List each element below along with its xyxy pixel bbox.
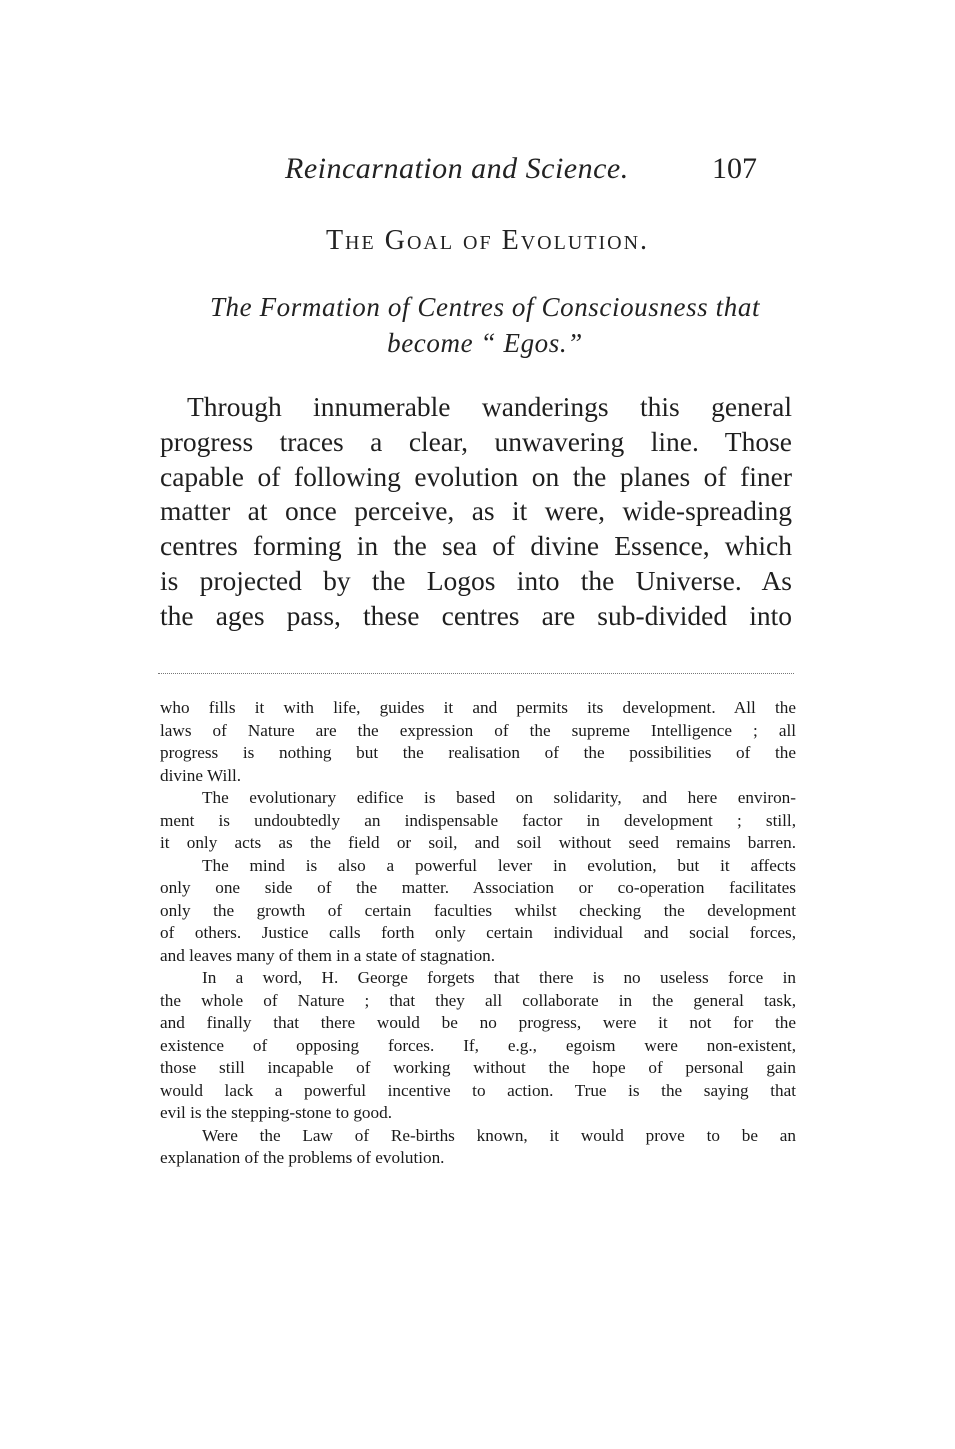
footnote-line: The evolutionary edifice is based on solidarity, and here environ- — [202, 788, 796, 807]
footnote-line: explanation of the problems of evolution. — [160, 1148, 445, 1167]
footnote-paragraph — [160, 967, 796, 1125]
footnote-line: The mind is also a powerful lever in evolution, but it affects — [202, 855, 796, 875]
body-line: progress traces a clear, unwavering line. Those — [160, 425, 792, 457]
footnote-line: only the growth of certain faculties whilst checking the development — [160, 900, 796, 920]
footnote-line: divine Will. — [160, 765, 242, 785]
footnote-line: ment is undoubtedly an indispensable factor in development ; still, — [160, 810, 796, 830]
footnote-line: only one side of the matter. Association or co-operation facilitates — [160, 878, 796, 897]
footnote-line: Were the Law of Re-births known, it would prove to be an — [202, 1125, 796, 1145]
footnote-line: of others. Justice calls forth only certain individual and social forces, — [160, 923, 796, 942]
body-line: capable of following evolution on the planes of finer — [160, 460, 792, 492]
footnote-line: the whole of Nature ; that they all collaborate in the general task, — [160, 990, 796, 1010]
footnote-line: those still incapable of working without the hope of personal gain — [160, 1058, 796, 1077]
footnote-paragraph — [160, 855, 796, 968]
section-subtitle — [160, 289, 810, 361]
footnote-line: In a word, H. George forgets that there is no useless force in — [202, 968, 796, 987]
body-line: is projected by the Logos into the Universe. As — [160, 564, 792, 596]
running-title: Reincarnation and Science. — [285, 152, 629, 185]
body-line: the ages pass, these centres are sub-divided into — [160, 599, 792, 631]
footnote-divider — [158, 673, 794, 674]
body-line: Through innumerable wanderings this general — [187, 391, 792, 422]
footnote-line: existence of opposing forces. If, e.g., egoism were non-existent, — [160, 1035, 796, 1055]
body-line: matter at once perceive, as it were, wide-spreading — [160, 495, 792, 527]
footnote-line: and leaves many of them in a state of stagnation. — [160, 945, 496, 965]
footnote-paragraph — [160, 1125, 796, 1170]
footnote-paragraph — [160, 697, 796, 787]
footnote-line: laws of Nature are the expression of the supreme Intelligence ; all — [160, 720, 796, 740]
running-head — [0, 152, 955, 192]
footnote-line: and finally that there would be no progress, were it not for the — [160, 1013, 796, 1032]
subtitle-line: The Formation of Centres of Consciousness that — [209, 292, 761, 322]
footnote-line: it only acts as the field or soil, and soil without seed remains barren. — [160, 833, 796, 852]
main-body-text — [160, 390, 792, 634]
subtitle-line: become “ Egos.” — [387, 328, 583, 358]
footnotes — [160, 697, 796, 1170]
footnote-line: would lack a powerful incentive to action. True is the saying that — [160, 1080, 796, 1100]
page-number: 107 — [712, 152, 757, 185]
footnote-line: who fills it with life, guides it and permits its development. All the — [160, 698, 796, 717]
footnote-line: progress is nothing but the realisation of the possibilities of the — [160, 743, 796, 762]
footnote-paragraph — [160, 787, 796, 855]
section-title: The Goal of Evolution. — [325, 225, 650, 256]
body-line: centres forming in the sea of divine Essence, which — [160, 530, 792, 562]
footnote-line: evil is the stepping-stone to good. — [160, 1103, 393, 1122]
